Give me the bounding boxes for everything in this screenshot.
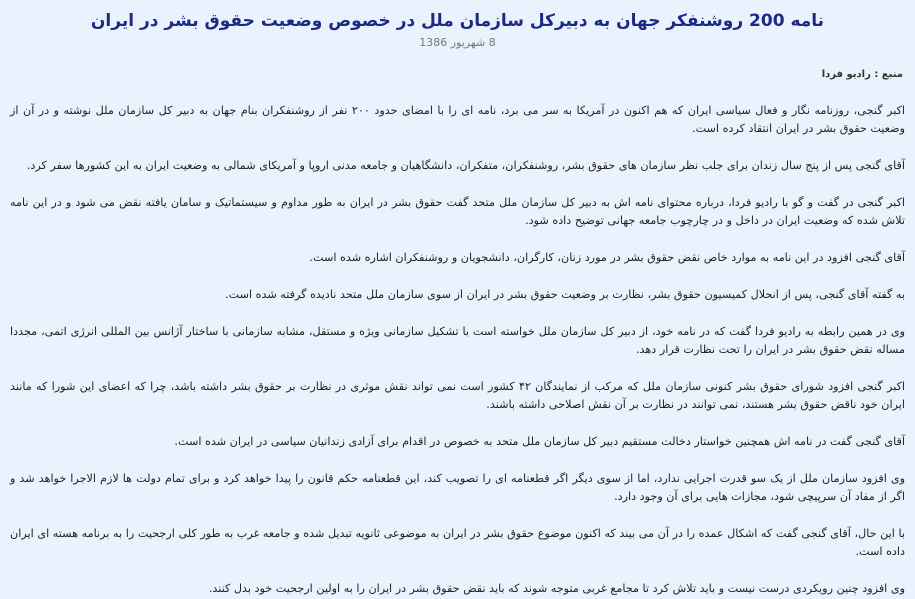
article-date: 8 شهریور 1386 xyxy=(419,36,496,49)
article-paragraph: اکبر گنجی افزود شورای حقوق بشر کنونی سازمان ملل که مرکب از نمایندگان ۴۲ کشور است نمی تواند نقش موثری در نظارت بر حقوق بشر داشته باشد، چرا که اعضای این شورا که مانند ایران خود ناقض حقوق بشر هستند، نمی توانند در نظارت بر آن نقش اصلاحی داشته باشند. xyxy=(10,380,905,411)
article-paragraph: اکبر گنجی، روزنامه نگار و فعال سیاسی ایران که هم اکنون در آمریکا به سر می برد، نامه ای را با امضای حدود ۲۰۰ نفر از روشنفکران بنام جهان به دبیر کل سازمان ملل نوشته و در آن از وضعیت حقوق بشر در ایران انتقاد کرده است. xyxy=(10,104,906,135)
article-paragraph: آقای گنجی افزود در این نامه به موارد خاص نقض حقوق بشر در مورد زنان، کارگران، دانشجویان و روشنفکران اشاره شده است. xyxy=(309,251,905,264)
article-paragraph: وی افزود سازمان ملل از یک سو قدرت اجرایی ندارد، اما از سوی دیگر اگر قطعنامه ای را تصویب کند، این قطعنامه حکم قانون را پیدا خواهد کرد و برای تمام دولت ها لازم الاجرا خواهد شد و اگر از مفاد آن سرپیچی شود، مجازات هایی برای آن وجود دارد. xyxy=(10,472,905,503)
article-paragraph: وی در همین رابطه به رادیو فردا گفت که در نامه خود، از دبیر کل سازمان ملل خواسته است با تشکیل سازمانی ویژه و مستقل، مشابه سازمانی با ساختار آژانس بین المللی انرژی اتمی، مجددا مساله نقض حقوق بشر در ایران را تحت نظارت قرار دهد. xyxy=(10,325,905,356)
article-paragraph: با این حال، آقای گنجی گفت که اشکال عمده را در آن می بیند که اکنون موضوع حقوق بشر در ایران به موضوعی ثانویه تبدیل شده و جامعه غرب به طور کلی ارجحیت را به برنامه هسته ای ایران داده است. xyxy=(10,527,905,558)
article-paragraph: وی افزود چنین رویکردی درست نیست و باید تلاش کرد تا مجامع غربی متوجه شوند که باید نقض حقوق بشر در ایران را به اولین ارجحیت خود بدل کنند. xyxy=(208,582,905,595)
article-paragraph: آقای گنجی گفت در نامه اش همچنین خواستار دخالت مستقیم دبیر کل سازمان ملل متحد به خصوص در اقدام برای آزادی زندانیان سیاسی در ایران شده است. xyxy=(174,435,905,448)
article-title: نامه 200 روشنفکر جهان به دبیرکل سازمان ملل در خصوص وضعیت حقوق بشر در ایران xyxy=(90,11,825,31)
article-body xyxy=(10,102,905,598)
article-source: منبع : رادیو فردا xyxy=(821,69,903,80)
article-paragraph: آقای گنجی پس از پنج سال زندان برای جلب نظر سازمان های حقوق بشر، روشنفکران، متفکران، دانشگاهیان و جامعه مدنی اروپا و آمریکای شمالی به وضعیت ایران به این کشورها سفر کرد. xyxy=(26,159,905,172)
article-paragraph: اکبر گنجی در گفت و گو با رادیو فردا، درباره محتوای نامه اش به دبیر کل سازمان ملل متحد گفت حقوق بشر در ایران به طور مداوم و سیستماتیک و سامان یافته نقض می شود و در این نامه تلاش شده که وضعیت ایران در داخل و در چارچوب جامعه جهانی توضیح داده شود. xyxy=(10,196,905,227)
article-paragraph: به گفته آقای گنجی، پس از انحلال کمیسیون حقوق بشر، نظارت بر وضعیت حقوق بشر در ایران از سوی سازمان ملل متحد نادیده گرفته شده است. xyxy=(225,288,905,301)
